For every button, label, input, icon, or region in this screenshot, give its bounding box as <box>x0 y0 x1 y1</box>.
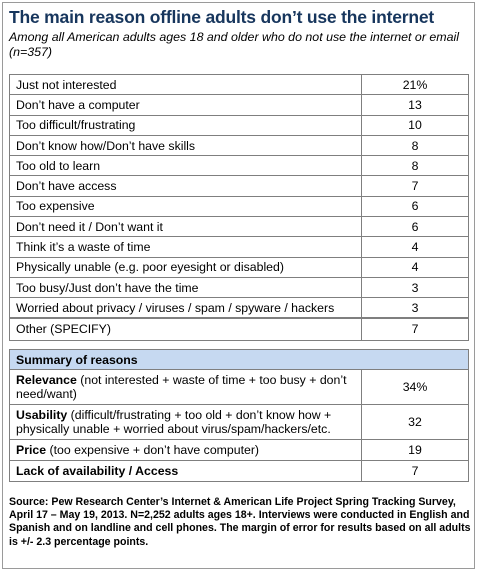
reason-label: Just not interested <box>10 75 362 95</box>
summary-name: Relevance <box>16 372 77 387</box>
summary-header-row <box>10 350 469 370</box>
reason-value: 4 <box>362 257 469 277</box>
source-label: Source: <box>9 496 49 508</box>
reason-label: Don’t have a computer <box>10 95 362 115</box>
chart-subtitle: Among all American adults ages 18 and older who do not use the internet or email (n=357) <box>9 30 460 59</box>
reason-value: 6 <box>362 217 469 237</box>
table-row <box>10 135 469 155</box>
summary-row <box>10 461 469 482</box>
reason-value: 6 <box>362 196 469 216</box>
summary-detail: (not interested + waste of time + too busy + don’t need/want) <box>16 372 347 401</box>
source-note <box>9 496 471 549</box>
reason-label: Think it’s a waste of time <box>10 237 362 257</box>
reason-value: 4 <box>362 237 469 257</box>
reason-label: Too expensive <box>10 196 362 216</box>
table-row <box>10 277 469 297</box>
summary-name: Usability <box>16 407 68 422</box>
reason-label: Other (SPECIFY) <box>10 318 362 340</box>
reasons-table <box>9 74 469 341</box>
reason-label: Don’t need it / Don’t want it <box>10 217 362 237</box>
summary-name: Lack of availability / Access <box>16 464 179 478</box>
summary-label <box>10 461 362 482</box>
summary-row <box>10 370 469 405</box>
table-row <box>10 95 469 115</box>
summary-detail: (difficult/frustrating + too old + don’t know how + physically unable + worried about virus/spam/hackers/etc. <box>16 407 332 436</box>
summary-value: 19 <box>362 440 469 461</box>
table-row <box>10 318 469 340</box>
table-row <box>10 257 469 277</box>
summary-name: Price <box>16 443 47 457</box>
reason-label: Worried about privacy / viruses / spam / spyware / hackers <box>10 298 362 318</box>
reason-value: 10 <box>362 115 469 135</box>
reason-label: Don’t know how/Don’t have skills <box>10 135 362 155</box>
summary-label <box>10 405 362 440</box>
table-row <box>10 237 469 257</box>
summary-label <box>10 370 362 405</box>
table-row <box>10 217 469 237</box>
reason-value: 8 <box>362 156 469 176</box>
table-row <box>10 156 469 176</box>
table-row <box>10 75 469 95</box>
reason-label: Physically unable (e.g. poor eyesight or disabled) <box>10 257 362 277</box>
summary-row <box>10 405 469 440</box>
reason-value: 13 <box>362 95 469 115</box>
table-row <box>10 196 469 216</box>
table-row <box>10 176 469 196</box>
chart-title: The main reason offline adults don’t use the internet <box>9 7 435 27</box>
reason-value: 7 <box>362 176 469 196</box>
summary-header: Summary of reasons <box>10 350 469 370</box>
summary-label <box>10 440 362 461</box>
reason-value: 3 <box>362 277 469 297</box>
reason-label: Too busy/Just don’t have the time <box>10 277 362 297</box>
reason-label: Don’t have access <box>10 176 362 196</box>
summary-value: 32 <box>362 405 469 440</box>
reason-value: 3 <box>362 298 469 318</box>
summary-detail: (too expensive + don’t have computer) <box>46 443 260 457</box>
summary-table <box>9 349 469 482</box>
reason-label: Too difficult/frustrating <box>10 115 362 135</box>
reason-value: 8 <box>362 135 469 155</box>
reason-label: Too old to learn <box>10 156 362 176</box>
summary-value: 7 <box>362 461 469 482</box>
table-row <box>10 298 469 318</box>
source-text: Pew Research Center’s Internet & American Life Project Spring Tracking Survey, April 17 – May 19, 2013. N=2,252 adults ages 18+. Interviews were conducted in English and Spanish and on landline and cell phones. The margin of error for results based on all adults is +/- 2.3 percentage points. <box>9 496 471 548</box>
table-row <box>10 115 469 135</box>
reason-value: 7 <box>362 318 469 340</box>
summary-value: 34% <box>362 370 469 405</box>
summary-row <box>10 440 469 461</box>
reason-value: 21% <box>362 75 469 95</box>
